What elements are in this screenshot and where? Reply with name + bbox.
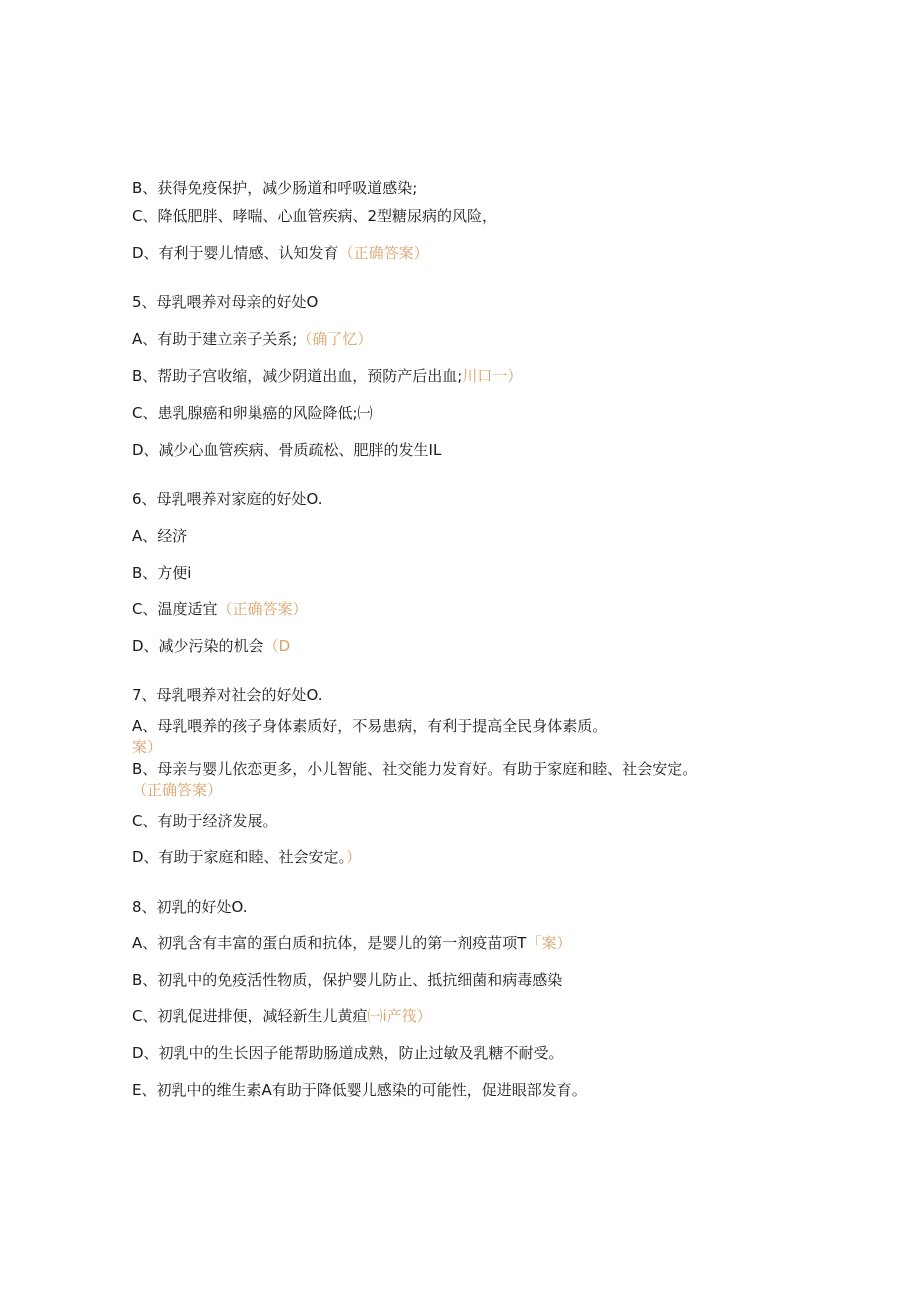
q8-option-c-answer-mark: ㈠i产筏） (367, 1007, 432, 1025)
q6-option-a-text: A、经济 (132, 527, 188, 545)
q8-option-a-text: A、初乳含有丰富的蛋白质和抗体，是婴儿的第一剂疫苗项T (132, 934, 527, 952)
q5-option-b-text: B、帮助子宫收缩，减少阴道出血，预防产后出血; (132, 367, 463, 385)
q5-option-a (132, 329, 372, 349)
q6-option-d (132, 636, 290, 656)
q8-option-d (132, 1043, 564, 1063)
q6-option-b (132, 563, 191, 583)
q6-option-d-answer-mark: （D (263, 637, 291, 655)
q4-option-b (132, 178, 417, 198)
q7-option-d-text: D、有助于家庭和睦、社会安定。 (132, 848, 347, 866)
q4-option-c-text: C、降低肥胖、哮喘、心血管疾病、2型糖尿病的风险， (132, 207, 498, 225)
q5-option-d-text: D、减少心血管疾病、骨质疏松、肥胖的发生IL (132, 441, 442, 459)
q5-title-text: 5、母乳喂养对母亲的好处O (132, 293, 319, 311)
q5-option-c (132, 403, 373, 423)
q6-option-d-text: D、减少污染的机会 (132, 637, 264, 655)
q7-title (132, 685, 323, 705)
q4-option-d-answer-mark: （正确答案） (338, 244, 429, 262)
q8-title-text: 8、初乳的好处O. (132, 898, 248, 916)
q7-option-a-text: A、母乳喂养的孩子身体素质好，不易患病，有利于提高全民身体素质。 (132, 717, 608, 735)
q7-option-a-answer-mark-text: 案） (132, 738, 163, 756)
q5-option-b (132, 366, 522, 386)
q4-option-d (132, 243, 429, 263)
q8-option-b (132, 970, 562, 990)
q7-option-a-answer-mark (132, 737, 162, 757)
q6-option-c (132, 599, 308, 619)
q7-option-c (132, 811, 277, 831)
q6-option-a (132, 526, 187, 546)
q8-option-a-answer-mark: 「案） (526, 934, 572, 952)
q5-option-a-text: A、有助于建立亲子关系; (132, 330, 298, 348)
q4-option-c (132, 206, 497, 226)
q7-option-b-answer-mark-text: （正确答案） (132, 781, 223, 799)
q8-option-b-text: B、初乳中的免疫活性物质，保护婴儿防止、抵抗细菌和病毒感染 (132, 971, 563, 989)
q7-option-b (132, 759, 697, 779)
q6-option-c-text: C、温度适宜 (132, 600, 218, 618)
q8-option-c-text: C、初乳促进排便，减轻新生儿黄疸 (132, 1007, 368, 1025)
q7-option-d-answer-mark: ） (346, 848, 362, 866)
q8-option-e (132, 1080, 587, 1100)
q6-option-b-text: B、方便i (132, 564, 192, 582)
q8-title (132, 897, 248, 917)
q7-title-text: 7、母乳喂养对社会的好处O. (132, 686, 323, 704)
q8-option-c (132, 1006, 432, 1026)
q7-option-a (132, 716, 607, 736)
q8-option-e-text: E、初乳中的维生素A有助于降低婴儿感染的可能性，促进眼部发育。 (132, 1081, 587, 1099)
q6-title (132, 489, 323, 509)
q7-option-d (132, 847, 361, 867)
q4-option-b-text: B、获得免疫保护，减少肠道和呼吸道感染; (132, 179, 418, 197)
q8-option-a (132, 933, 571, 953)
q7-option-b-text: B、母亲与婴儿依恋更多，小儿智能、社交能力发育好。有助于家庭和睦、社会安定。 (132, 760, 698, 778)
q5-option-d (132, 440, 441, 460)
q5-title (132, 292, 318, 312)
q4-option-d-text: D、有利于婴儿情感、认知发育 (132, 244, 339, 262)
q5-option-a-answer-mark: （确了忆） (297, 330, 373, 348)
q7-option-c-text: C、有助于经济发展。 (132, 812, 278, 830)
q5-option-c-text: C、患乳腺癌和卵巢癌的风险降低;㈠ (132, 404, 373, 422)
q6-title-text: 6、母乳喂养对家庭的好处O. (132, 490, 323, 508)
q7-option-b-answer-mark (132, 780, 222, 800)
q6-option-c-answer-mark: （正确答案） (217, 600, 308, 618)
q8-option-d-text: D、初乳中的生长因子能帮助肠道成熟，防止过敏及乳糖不耐受。 (132, 1044, 564, 1062)
q5-option-b-answer-mark: 川口一） (462, 367, 523, 385)
